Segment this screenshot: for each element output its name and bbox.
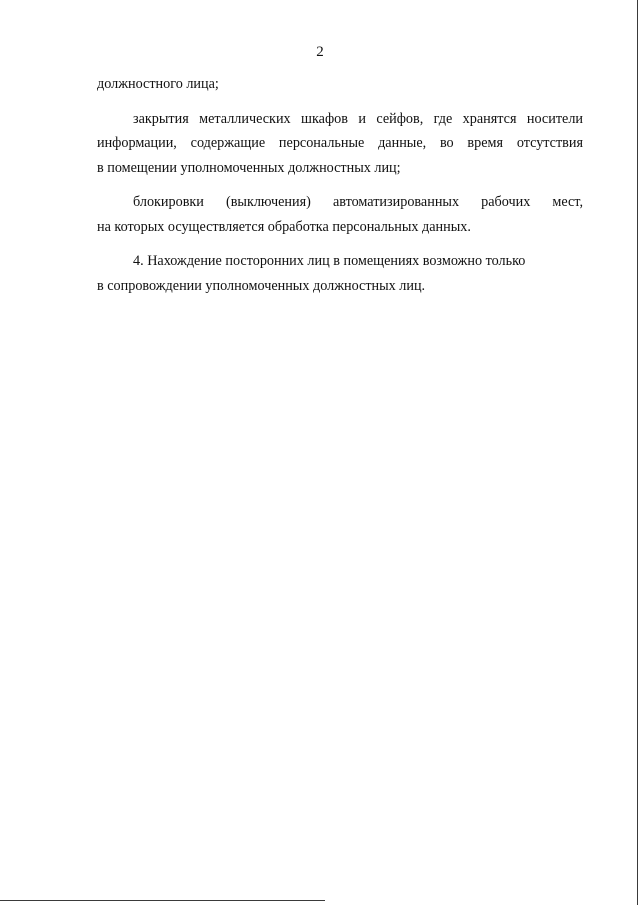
text-line: в сопровождении уполномоченных должностных лиц. bbox=[97, 277, 426, 294]
text-line: на которых осуществляется обработка персональных данных. bbox=[97, 218, 471, 235]
paragraph-item-4 bbox=[97, 249, 583, 298]
paragraph-continuation bbox=[97, 72, 583, 97]
text-line: 4. Нахождение посторонних лиц в помещениях возможно только bbox=[133, 253, 526, 269]
text-line: закрытия металлических шкафов и сейфов, где хранятся носители bbox=[133, 110, 583, 127]
text-line: в помещении уполномоченных должностных лиц; bbox=[97, 159, 401, 176]
scan-edge-right bbox=[637, 0, 638, 905]
paragraph-closing-cabinets bbox=[97, 107, 583, 181]
page-number: 2 bbox=[316, 44, 324, 60]
text-line: должностного лица; bbox=[97, 76, 219, 92]
text-line: блокировки (выключения) автоматизированных рабочих мест, bbox=[133, 194, 583, 210]
document-body bbox=[97, 72, 583, 298]
text-line: информации, содержащие персональные данные, во время отсутствия bbox=[97, 135, 583, 151]
scan-edge-bottom bbox=[0, 900, 325, 901]
paragraph-blocking-workstations bbox=[97, 190, 583, 239]
